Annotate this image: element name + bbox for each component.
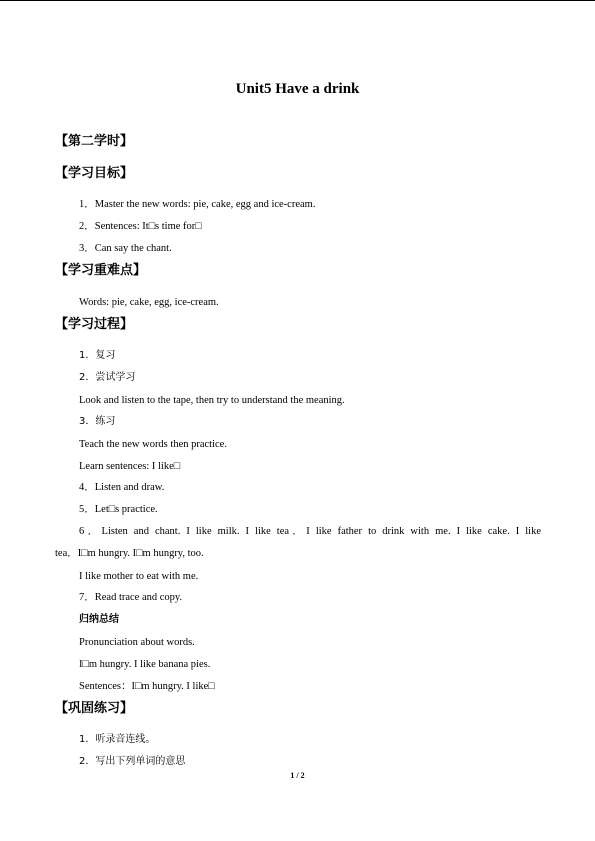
- page-number: 1 / 2: [290, 771, 305, 780]
- objectives-heading: 【学习目标】: [55, 166, 134, 181]
- process-heading: 【学习过程】: [55, 317, 134, 332]
- key-points-text: Words: pie, cake, egg, ice-cream.: [79, 297, 219, 308]
- process-line: 6．Listen and chant. I like milk. I like tea．I like father to drink with me. I like cake. I like: [79, 526, 541, 537]
- objective-item: 2．Sentences: It□s time for□: [79, 221, 202, 232]
- process-line: Sentences：I□m hungry. I like□: [79, 681, 215, 692]
- process-line: Pronunciation about words.: [79, 637, 195, 648]
- process-line: I like mother to eat with me.: [79, 571, 199, 582]
- exercise-item: 2．写出下列单词的意思: [79, 756, 186, 767]
- process-line: 1．复习: [79, 350, 116, 361]
- objective-item: 1．Master the new words: pie, cake, egg and ice-cream.: [79, 199, 316, 210]
- process-line: Learn sentences: I like□: [79, 461, 181, 472]
- process-line: 3．练习: [79, 416, 116, 427]
- lesson-heading: 【第二学时】: [55, 134, 134, 149]
- exercises-heading: 【巩固练习】: [55, 701, 134, 716]
- process-line: 2．尝试学习: [79, 372, 136, 383]
- process-line: tea．I□m hungry. I□m hungry, too.: [55, 548, 204, 559]
- summary-heading: 归纳总结: [79, 614, 119, 625]
- exercise-item: 1．听录音连线。: [79, 734, 156, 745]
- key-points-heading: 【学习重难点】: [55, 263, 147, 278]
- process-line: 5．Let□s practice.: [79, 504, 158, 515]
- document-title: Unit5 Have a drink: [235, 81, 360, 97]
- process-line: Look and listen to the tape, then try to understand the meaning.: [79, 395, 345, 406]
- top-border-line: [0, 0, 595, 1]
- process-line: 4．Listen and draw.: [79, 482, 165, 493]
- process-line: 7．Read trace and copy.: [79, 592, 183, 603]
- objective-item: 3．Can say the chant.: [79, 243, 172, 254]
- process-line: I□m hungry. I like banana pies.: [79, 659, 211, 670]
- process-line: Teach the new words then practice.: [79, 439, 227, 450]
